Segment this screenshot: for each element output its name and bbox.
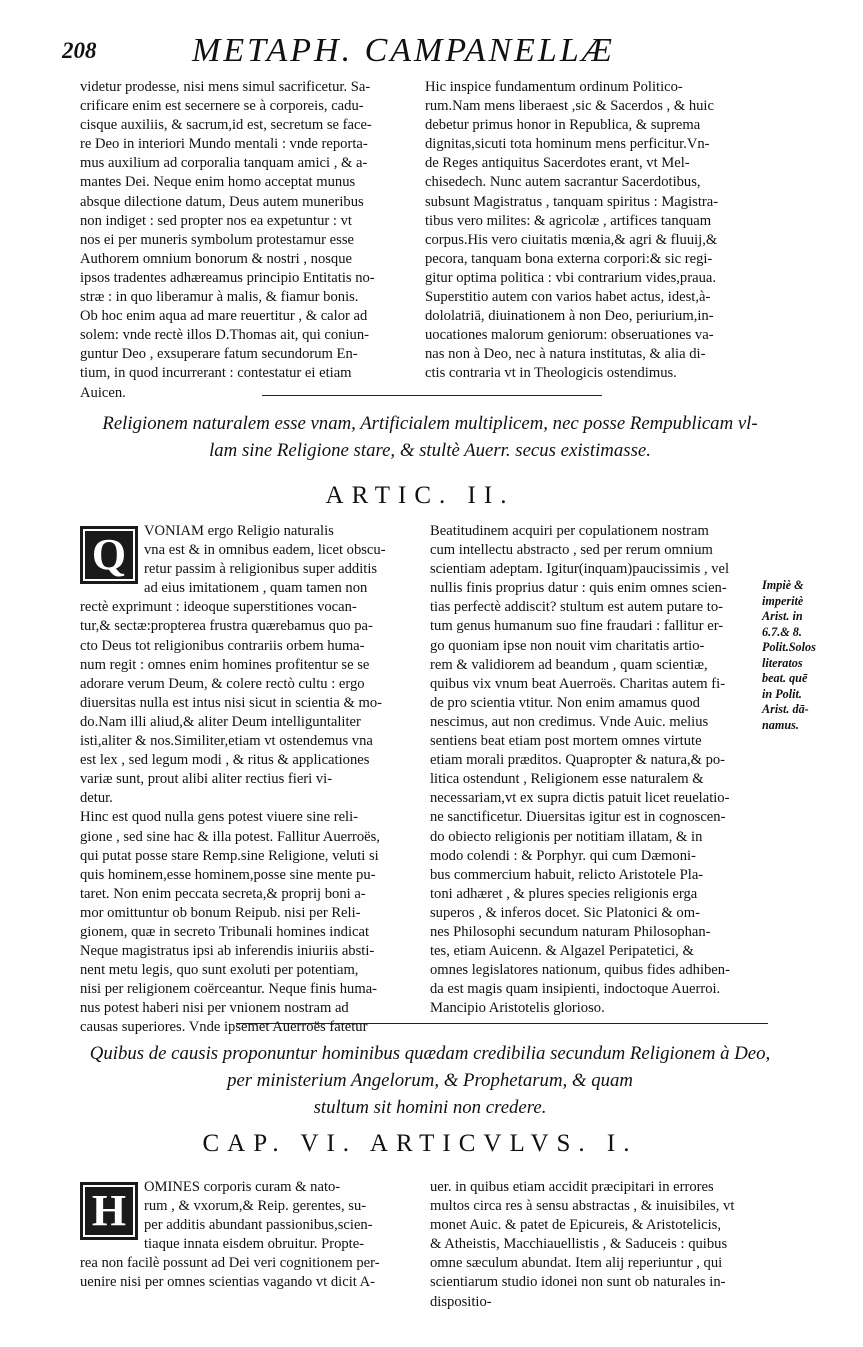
text-line: tum genus humanum suo fine fraudari : fallitur er- — [430, 618, 724, 635]
text-line: omnes legislatores nationum, quibus fides adhiben- — [430, 962, 730, 979]
chapter-heading-line: Quibus de causis proponuntur hominibus quædam credibilia secundum Religionem à Deo, — [89, 1043, 771, 1064]
text-line: ipsos tradentes adhæreamus principio Entitatis no- — [80, 269, 375, 286]
text-line: de Reges antiquitus Sacerdotes erant, vt Mel- — [425, 155, 690, 172]
chapter-article-number: CAP. VI. ARTICVLVS. I. — [202, 1130, 638, 1157]
text-line: dispositio- — [430, 1293, 492, 1310]
section1-left-column — [80, 78, 410, 403]
text-line: est lex , sed legum modi , & ritus & applicationes — [80, 752, 370, 769]
text-line: nes Philosophi secundum naturam Philosophan- — [430, 923, 711, 940]
text-line: tur,& sectæ:propterea frustra quærebamus quo pa- — [80, 618, 373, 635]
text-line: tibus vero milites: & agricolæ , artifices tanquam — [425, 212, 712, 229]
text-line: beat. quē — [762, 671, 808, 685]
text-line: superos , & inferos docet. Sic Platonici & om- — [430, 904, 700, 921]
text-line: mor omittuntur ob bonum Reipub. nisi per Reli- — [80, 904, 361, 921]
text-line: mus auxilium ad corporalia tanquam amici , & a- — [80, 155, 368, 172]
text-line: in Polit. — [762, 686, 802, 701]
text-line: rum.Nam mens liberaest ,sic & Sacerdos , & huic — [425, 98, 714, 115]
section3-left-column — [80, 1178, 410, 1293]
text-line: tiaque innata eisdem obruitur. Propte- — [144, 1236, 365, 1253]
text-line: uer. in quibus etiam accidit præcipitari in errores — [430, 1179, 714, 1195]
text-line: modo colendi : & Porphyr. qui cum Dæmoni- — [430, 847, 696, 864]
text-line: nas non à Deo, nec à natura institutas, & alia di- — [425, 346, 706, 363]
text-line: taret. Non enim peccata secreta,& proprij boni a- — [80, 885, 366, 902]
page-header — [62, 30, 763, 76]
section3-left-text — [80, 1178, 410, 1293]
text-line: rea non facilè possunt ad Dei veri cognitionem per- — [80, 1255, 380, 1272]
text-line: per additis abundant passionibus,scien- — [144, 1217, 373, 1234]
text-line: detur. — [80, 790, 113, 807]
text-line: uocationes malorum geniorum: obseruationes va- — [425, 327, 714, 344]
text-line: Polit.Solos — [762, 640, 816, 654]
text-line: Impiè & — [762, 578, 804, 592]
text-line: nisi per religionem coërceantur. Neque finis huma- — [80, 981, 378, 998]
text-line: Ob hoc enim aqua ad mare reuertitur , & calor ad — [80, 308, 368, 325]
text-line: omne sæculum abundat. Item alij reperiuntur , qui — [430, 1255, 723, 1272]
text-line: tium, in quod incurrerant : contestatur ei etiam — [80, 365, 352, 382]
text-line: vna est & in omnibus eadem, licet obscu- — [144, 542, 386, 559]
text-line: nullis finis proprius datur : quis enim omnes scien- — [430, 580, 727, 597]
text-line: cisque auxiliis, & sacrum,id est, secretum se face- — [80, 117, 372, 134]
text-line: isti,aliter & nos.Similiter,etiam vt ostendemus vna — [80, 733, 373, 750]
text-line: nescimus, aut non credimus. Vnde Auic. melius — [430, 713, 709, 730]
section1-right-column — [425, 78, 767, 384]
text-line: etiam morali præditos. Quapropter & natura,& po- — [430, 752, 726, 769]
text-line: tias perfectè addiscit? stultum est autem putare to- — [430, 599, 723, 616]
text-line: Hic inspice fundamentum ordinum Politico- — [425, 79, 683, 95]
text-line: solem: vnde rectè illos D.Thomas ait, qui coniun- — [80, 327, 369, 344]
text-line: multos circa res à sensu abstractas , & inuisibiles, vt — [430, 1198, 735, 1215]
text-line: imperitè — [762, 593, 804, 608]
article-heading-line: Religionem naturalem esse vnam, Artificialem multiplicem, nec posse Rempublicam vl- — [102, 413, 758, 434]
text-line: num regit : omnes enim homines profitentur se se — [80, 656, 370, 673]
text-line: videtur prodesse, nisi mens simul sacrificetur. Sa- — [80, 79, 371, 95]
text-line: chisedech. Nunc autem sacrantur Sacerdotibus, — [425, 174, 701, 191]
text-line: variæ sunt, prout alibi aliter rectius fieri vi- — [80, 771, 333, 788]
text-line: subsunt Magistratus , tanquam spiritus : Magistra- — [425, 193, 719, 210]
text-line: Hinc est quod nulla gens potest viuere sine reli- — [80, 809, 359, 826]
text-line: ne sanctificetur. Diuersitas igitur est in cognoscen- — [430, 809, 726, 826]
text-line: Arist. dā- — [762, 702, 809, 716]
text-line: 6.7.& 8. — [762, 624, 802, 639]
article-heading-line: lam sine Religione stare, & stultè Auerr. secus existimasse. — [209, 440, 651, 461]
article-heading — [60, 410, 800, 464]
text-line: causas superiores. Vnde ipsemet Auerroës fatetur — [80, 1019, 368, 1036]
text-line: Superstitio autem con varios habet actus, idest,à- — [425, 289, 711, 306]
text-line: uenire nisi per omnes scientias vagando vt dicit A- — [80, 1274, 376, 1291]
text-line: qui putat posse stare Remp.sine Religione, veluti si — [80, 847, 379, 864]
text-line: mantes Dei. Neque enim homo acceptat munus — [80, 174, 356, 191]
text-line: cum intellectu abstracto , sed per rerum omnium — [430, 542, 713, 559]
text-line: de pro scientia vtitur. Non enim amamus quod — [430, 694, 700, 711]
page-number: 208 — [62, 38, 97, 63]
text-line: guntur Deo , exsuperare fatum secundorum En- — [80, 346, 358, 363]
text-line: da est magis quam insipienti, indoctoque Auerroi. — [430, 981, 721, 998]
text-line: tes, etiam Auicenn. & Algazel Peripatetici, & — [430, 943, 694, 960]
text-line: rectè exprimunt : ideoque superstitiones vocan- — [80, 599, 357, 616]
text-line: bus commercium habuit, relicto Aristotele Pla- — [430, 866, 704, 883]
text-line: Mancipio Aristotelis glorioso. — [430, 1000, 605, 1017]
text-line: OMINES corporis curam & nato- — [144, 1179, 341, 1195]
text-line: Authorem omnium bonorum & nostri , nosque — [80, 250, 352, 267]
section2-right-column — [430, 522, 760, 1018]
section-divider — [262, 395, 602, 396]
text-line: gione , sed sine hac & illa potest. Fallitur Auerroës, — [80, 828, 380, 845]
text-line: dignitas,sicuti tota hominum mens perficitur.Vn- — [425, 136, 710, 153]
article-number: ARTIC. II. — [325, 482, 515, 509]
text-line: scientiam adeptam. Igitur(inquam)paucissimis , vel — [430, 561, 730, 578]
text-line: literatos — [762, 655, 803, 670]
text-line: Neque magistratus ipsi ab inferendis iniuriis absti- — [80, 943, 375, 960]
text-line: crificare enim est secernere se à corporeis, cadu- — [80, 98, 364, 115]
text-line: dololatriā, diuinationem à non Deo, periurium,in- — [425, 308, 714, 325]
text-line: nent metu legis, quo sunt exoluti per potentiam, — [80, 962, 359, 979]
text-line: & Atheistis, Macchiauellistis , & Saduceis : quibus — [430, 1236, 728, 1253]
chapter-heading-line: stultum sit homini non credere. — [313, 1097, 547, 1118]
text-line: quibus vix vnum beat Auerroës. Charitas autem fi- — [430, 675, 726, 692]
text-line: ctis contraria vt in Theologicis ostendimus. — [425, 365, 677, 382]
text-line: scientiarum studio idonei non sunt ob naturales in- — [430, 1274, 726, 1291]
text-line: litica ostendunt , Religionem esse naturalem & — [430, 771, 704, 788]
text-line: cto Deus tot religionibus contrariis orbem huma- — [80, 637, 365, 654]
ornamental-dropcap: Q — [80, 526, 138, 584]
text-line: corpus.His vero ciuitatis mœnia,& agri & fluuij,& — [425, 231, 718, 248]
section-divider — [236, 1023, 768, 1024]
text-line: Arist. in — [762, 609, 803, 623]
text-line: go quoniam ipse non nouit vim charitatis artio- — [430, 637, 705, 654]
text-line: ad eius imitationem , quam tamen non — [144, 580, 368, 597]
text-line: nus potest haberi nisi per vnionem nostram ad — [80, 1000, 349, 1017]
text-line: rum , & vxorum,& Reip. gerentes, su- — [144, 1198, 367, 1215]
text-line: absque dilectione datum, Deus autem muneribus — [80, 193, 364, 210]
ornamental-dropcap: H — [80, 1182, 138, 1240]
text-line: quis hominem,esse hominem,posse sine mente pu- — [80, 866, 376, 883]
text-line: diuersitas nulla est intus nisi sicut in scientia & mo- — [80, 694, 382, 711]
text-line: stræ : in quo liberamur à malis, & fiamur bonis. — [80, 289, 359, 306]
text-line: rem & validiorem ad beandum , quam scientiæ, — [430, 656, 708, 673]
text-line: adorare verum Deum, & colere rectò cultu : ergo — [80, 675, 365, 692]
chapter-heading — [60, 1040, 800, 1121]
text-line: gionem, quæ in secreto Tribunali homines indicat — [80, 923, 370, 940]
text-line: necessariam,vt ex supra dictis patuit licet reuelatio- — [430, 790, 730, 807]
text-line: re Deo in interiori Mundo mentali : vnde reporta- — [80, 136, 368, 153]
section3-right-column — [430, 1178, 762, 1312]
text-line: toni adhæret , & plures species religionis erga — [430, 885, 698, 902]
text-line: sentiens beat etiam post mortem omnes virtute — [430, 733, 702, 750]
text-line: gitur optima politica : vbi contrarium vides,praua. — [425, 269, 716, 286]
section2-left-column — [80, 522, 410, 1038]
text-line: pecora, tanquam bona externa corpori:& sic regi- — [425, 250, 713, 267]
text-line: namus. — [762, 717, 799, 732]
margin-note — [762, 578, 862, 733]
text-line: Auicen. — [80, 384, 126, 401]
text-line: monet Auic. & patet de Epicureis, & Aristotelicis, — [430, 1217, 722, 1234]
running-title: METAPH. CAMPANELLÆ — [192, 32, 615, 69]
text-line: Beatitudinem acquiri per copulationem nostram — [430, 523, 709, 539]
text-line: do.Nam illi aliud,& aliter Deum intelliguntaliter — [80, 713, 361, 730]
text-line: nos ei per muneris symbolum protestamur esse — [80, 231, 354, 248]
text-line: VONIAM ergo Religio naturalis — [144, 523, 334, 539]
text-line: non indiget : sed propter nos ea expetuntur : vt — [80, 212, 352, 229]
text-line: retur passim à religionibus super additis — [144, 561, 378, 578]
chapter-heading-line: per ministerium Angelorum, & Prophetarum, & quam — [227, 1070, 633, 1091]
text-line: debetur primus honor in Republica, & suprema — [425, 117, 701, 134]
section2-left-text — [80, 522, 410, 1038]
text-line: do obiecto religionis per notitiam illatam, & in — [430, 828, 703, 845]
